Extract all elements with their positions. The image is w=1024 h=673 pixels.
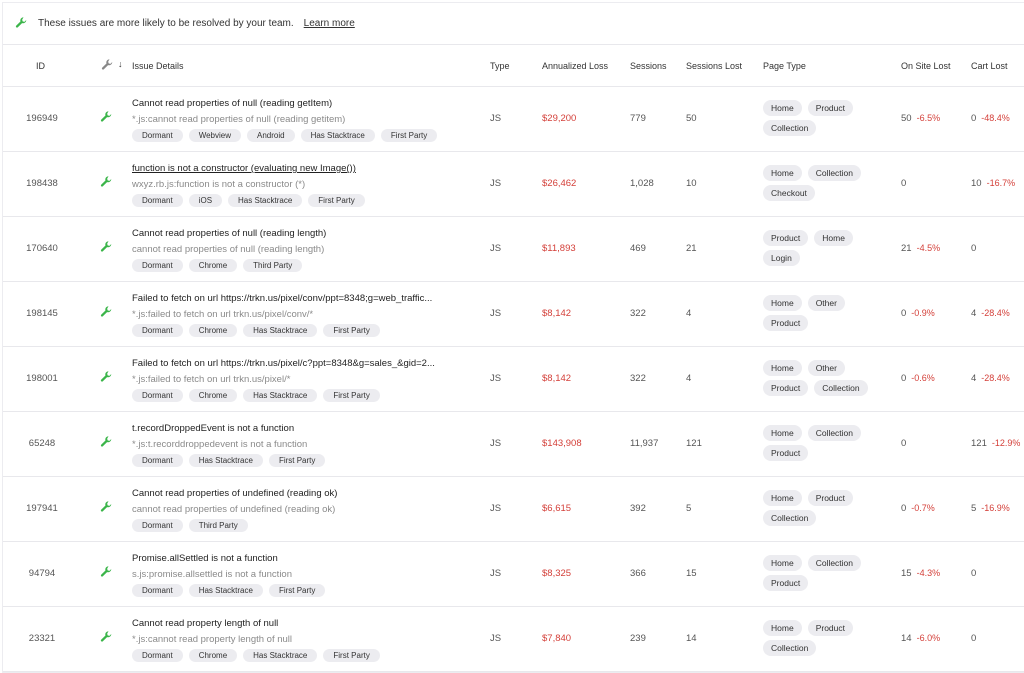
- table-row[interactable]: [3, 542, 1024, 607]
- sessions: 366: [630, 568, 646, 579]
- issue-id: 198145: [26, 308, 58, 319]
- cart-lost: [971, 633, 981, 644]
- table-row[interactable]: [3, 87, 1024, 152]
- on-site-lost-pct: -6.0%: [916, 633, 941, 643]
- page-type-tag: Collection: [763, 640, 816, 656]
- wrench-icon: [100, 305, 113, 321]
- issue-subtitle: wxyz.rb.js:function is not a constructor (*): [132, 179, 306, 190]
- sessions-lost: 21: [686, 243, 697, 254]
- issue-details: [132, 358, 477, 402]
- issue-type: JS: [490, 308, 502, 319]
- annualized-loss: $7,840: [542, 633, 572, 644]
- sessions-lost: 15: [686, 568, 697, 579]
- on-site-lost: [901, 633, 940, 644]
- cart-lost-value: 121: [971, 438, 987, 449]
- annualized-loss: $6,615: [542, 503, 572, 514]
- page-type-tag: Collection: [808, 425, 861, 441]
- issue-tag: Dormant: [132, 194, 183, 207]
- issue-details: [132, 98, 477, 142]
- page-type-tag: Product: [808, 620, 853, 636]
- wrench-icon: [100, 500, 113, 516]
- annualized-loss: $26,462: [542, 178, 577, 189]
- on-site-lost: [901, 243, 940, 254]
- page-type-tag: Home: [763, 620, 802, 636]
- issue-tag: Third Party: [243, 259, 302, 272]
- issue-tag: Dormant: [132, 259, 183, 272]
- on-site-lost-value: 15: [901, 568, 912, 579]
- on-site-lost-value: 21: [901, 243, 912, 254]
- issue-subtitle: cannot read properties of undefined (reading ok): [132, 504, 336, 515]
- cart-lost-pct: -28.4%: [981, 373, 1010, 383]
- issue-tag: Chrome: [189, 389, 237, 402]
- annualized-loss: $29,200: [542, 113, 577, 124]
- page-types: [763, 230, 883, 266]
- issue-tags: [132, 324, 477, 337]
- issue-tag: Dormant: [132, 519, 183, 532]
- issue-title[interactable]: Promise.allSettled is not a function: [132, 553, 278, 564]
- issue-tag: Dormant: [132, 649, 183, 662]
- issue-title[interactable]: Cannot read properties of null (reading getItem): [132, 98, 333, 109]
- learn-more-link[interactable]: Learn more: [303, 18, 355, 29]
- table-row[interactable]: [3, 607, 1024, 672]
- issue-id: 198438: [26, 178, 58, 189]
- page-type-tag: Collection: [814, 380, 867, 396]
- issue-title[interactable]: t.recordDroppedEvent is not a function: [132, 423, 295, 434]
- issue-id: 198001: [26, 373, 58, 384]
- issue-type: JS: [490, 568, 502, 579]
- annualized-loss: $143,908: [542, 438, 582, 449]
- page-types: [763, 360, 883, 396]
- cart-lost-value: 0: [971, 568, 977, 579]
- cart-lost-pct: -16.9%: [981, 503, 1010, 513]
- col-page-type[interactable]: Page Type: [763, 61, 806, 71]
- page-type-tag: Login: [763, 250, 800, 266]
- issue-title[interactable]: Cannot read property length of null: [132, 618, 279, 629]
- on-site-lost: [901, 568, 940, 579]
- issue-id: 196949: [26, 113, 58, 124]
- page-type-tag: Collection: [808, 165, 861, 181]
- cart-lost: [971, 308, 1010, 319]
- issue-tag: iOS: [189, 194, 222, 207]
- page-type-tag: Product: [763, 315, 808, 331]
- page-type-tag: Home: [763, 295, 802, 311]
- cart-lost: [971, 503, 1010, 514]
- issue-details: [132, 163, 477, 207]
- issue-tag: First Party: [269, 454, 325, 467]
- issue-type: JS: [490, 178, 502, 189]
- page-type-tag: Other: [808, 360, 845, 376]
- issue-subtitle: *.js:cannot read properties of null (reading getitem): [132, 114, 346, 125]
- page-type-tag: Collection: [763, 120, 816, 136]
- page-type-tag: Home: [814, 230, 853, 246]
- issue-tag: Has Stacktrace: [243, 324, 317, 337]
- info-banner: [3, 3, 1024, 45]
- sessions-lost: 121: [686, 438, 702, 449]
- on-site-lost-value: 0: [901, 438, 907, 449]
- issue-tags: [132, 259, 477, 272]
- issue-tag: Chrome: [189, 259, 237, 272]
- page-types: [763, 425, 883, 461]
- issue-tags: [132, 584, 477, 597]
- col-sessions[interactable]: Sessions: [630, 61, 667, 71]
- issue-id: 65248: [28, 438, 56, 449]
- issue-details: [132, 423, 477, 467]
- table-row[interactable]: [3, 282, 1024, 347]
- issue-id: 23321: [28, 633, 56, 644]
- issue-tag: Has Stacktrace: [189, 584, 263, 597]
- sessions: 239: [630, 633, 646, 644]
- issue-subtitle: *.js:cannot read property length of null: [132, 634, 293, 645]
- sessions-lost: 5: [686, 503, 692, 514]
- cart-lost: [971, 178, 1015, 189]
- wrench-icon: [100, 240, 113, 256]
- col-details[interactable]: Issue Details: [132, 61, 184, 71]
- table-row[interactable]: [3, 152, 1024, 217]
- on-site-lost-pct: -4.3%: [916, 568, 941, 578]
- issue-tag: First Party: [323, 389, 379, 402]
- wrench-icon[interactable]: [101, 58, 114, 73]
- issue-title[interactable]: Cannot read properties of null (reading length): [132, 228, 327, 239]
- cart-lost-value: 10: [971, 178, 982, 189]
- issue-tags: [132, 194, 477, 207]
- cart-lost-pct: -48.4%: [981, 113, 1010, 123]
- page-type-tag: Product: [808, 100, 853, 116]
- issue-type: JS: [490, 243, 502, 254]
- sessions: 1,028: [630, 178, 654, 189]
- issue-title[interactable]: Failed to fetch on url https://trkn.us/pixel/conv/ppt=8348;g=web_traffic...: [132, 293, 433, 304]
- issue-tags: [132, 519, 477, 532]
- issue-subtitle: *.js:failed to fetch on url trkn.us/pixel/conv/*: [132, 309, 314, 320]
- issue-type: JS: [490, 113, 502, 124]
- page-types: [763, 165, 883, 201]
- sessions: 11,937: [630, 438, 659, 449]
- cart-lost-pct: -28.4%: [981, 308, 1010, 318]
- page-type-tag: Product: [763, 230, 808, 246]
- sessions-lost: 50: [686, 113, 697, 124]
- page-type-tag: Home: [763, 100, 802, 116]
- issue-details: [132, 618, 477, 662]
- page-type-tag: Collection: [808, 555, 861, 571]
- cart-lost-value: 0: [971, 633, 977, 644]
- issue-id: 94794: [28, 568, 56, 579]
- on-site-lost-pct: -0.7%: [911, 503, 935, 513]
- banner-text: These issues are more likely to be resolved by your team.: [38, 18, 294, 29]
- issue-title[interactable]: Failed to fetch on url https://trkn.us/pixel/c?ppt=8348&g=sales_&gid=2...: [132, 358, 435, 369]
- col-id[interactable]: ID: [36, 61, 45, 71]
- cart-lost: [971, 113, 1010, 124]
- wrench-icon: [100, 370, 113, 386]
- issue-subtitle: s.js:promise.allsettled is not a function: [132, 569, 292, 580]
- issue-details: [132, 228, 477, 272]
- issue-tag: Chrome: [189, 324, 237, 337]
- issue-tag: Chrome: [189, 649, 237, 662]
- issue-tag: First Party: [323, 324, 379, 337]
- cart-lost-value: 0: [971, 243, 977, 254]
- issue-tag: First Party: [269, 584, 325, 597]
- sessions: 779: [630, 113, 646, 124]
- page-type-tag: Other: [808, 295, 845, 311]
- sessions: 322: [630, 373, 646, 384]
- page-type-tag: Collection: [763, 510, 816, 526]
- on-site-lost-value: 0: [901, 308, 907, 319]
- issue-tag: Webview: [189, 129, 241, 142]
- issue-tag: Has Stacktrace: [228, 194, 302, 207]
- issue-tags: [132, 454, 477, 467]
- cart-lost-value: 5: [971, 503, 977, 514]
- wrench-icon: [100, 175, 113, 191]
- sessions-lost: 10: [686, 178, 697, 189]
- on-site-lost: [901, 438, 911, 449]
- on-site-lost: [901, 178, 911, 189]
- page-types: [763, 555, 883, 591]
- issue-tag: First Party: [308, 194, 364, 207]
- cart-lost-value: 4: [971, 308, 977, 319]
- issue-type: JS: [490, 503, 502, 514]
- page-types: [763, 100, 883, 136]
- issue-tags: [132, 129, 477, 142]
- page-type-tag: Checkout: [763, 185, 815, 201]
- issue-tag: Has Stacktrace: [189, 454, 263, 467]
- cart-lost-pct: -12.9%: [991, 438, 1021, 448]
- table-row[interactable]: [3, 217, 1024, 282]
- issues-panel: [2, 2, 1024, 673]
- on-site-lost-value: 0: [901, 178, 907, 189]
- on-site-lost-pct: -0.9%: [911, 308, 935, 318]
- on-site-lost: [901, 503, 935, 514]
- table-row[interactable]: [3, 477, 1024, 542]
- issue-title[interactable]: function is not a constructor (evaluating new Image()): [132, 163, 356, 174]
- col-loss[interactable]: Annualized Loss: [542, 61, 609, 71]
- sessions: 322: [630, 308, 646, 319]
- issue-tag: First Party: [381, 129, 437, 142]
- on-site-lost-value: 14: [901, 633, 912, 644]
- issue-tag: Dormant: [132, 454, 183, 467]
- issue-subtitle: *.js:failed to fetch on url trkn.us/pixel/*: [132, 374, 291, 385]
- cart-lost: [971, 373, 1010, 384]
- wrench-icon: [100, 110, 113, 126]
- issue-tag: Has Stacktrace: [243, 389, 317, 402]
- cart-lost-value: 4: [971, 373, 977, 384]
- on-site-lost: [901, 308, 935, 319]
- annualized-loss: $8,142: [542, 373, 572, 384]
- cart-lost-value: 0: [971, 113, 977, 124]
- table-header: [3, 45, 1024, 87]
- wrench-icon: [100, 630, 113, 646]
- page-types: [763, 490, 883, 526]
- on-site-lost: [901, 113, 940, 124]
- issue-id: 197941: [26, 503, 58, 514]
- annualized-loss: $8,142: [542, 308, 572, 319]
- on-site-lost-value: 50: [901, 113, 912, 124]
- on-site-lost-value: 0: [901, 503, 907, 514]
- issue-subtitle: *.js:t.recorddroppedevent is not a function: [132, 439, 308, 450]
- sessions-lost: 14: [686, 633, 697, 644]
- on-site-lost-value: 0: [901, 373, 907, 384]
- issue-type: JS: [490, 373, 502, 384]
- page-type-tag: Home: [763, 425, 802, 441]
- col-cart-lost[interactable]: Cart Lost: [971, 61, 1008, 71]
- annualized-loss: $11,893: [542, 243, 576, 254]
- cart-lost: [971, 568, 981, 579]
- page-types: [763, 295, 883, 331]
- page-types: [763, 620, 883, 656]
- on-site-lost-pct: -6.5%: [916, 113, 941, 123]
- issue-tags: [132, 649, 477, 662]
- cart-lost: [971, 438, 1020, 449]
- sessions-lost: 4: [686, 373, 692, 384]
- wrench-icon: [15, 16, 28, 32]
- page-type-tag: Home: [763, 555, 802, 571]
- page-type-tag: Home: [763, 490, 802, 506]
- sessions: 469: [630, 243, 646, 254]
- issue-details: [132, 553, 477, 597]
- issue-tag: First Party: [323, 649, 379, 662]
- wrench-icon: [100, 435, 113, 451]
- issue-tag: Dormant: [132, 389, 183, 402]
- col-type[interactable]: Type: [490, 61, 510, 71]
- page-type-tag: Product: [763, 575, 808, 591]
- issue-title[interactable]: Cannot read properties of undefined (reading ok): [132, 488, 338, 499]
- issue-type: JS: [490, 438, 502, 449]
- issue-tag: Android: [247, 129, 295, 142]
- page-type-tag: Home: [763, 360, 802, 376]
- issue-type: JS: [490, 633, 502, 644]
- issue-tag: Third Party: [189, 519, 248, 532]
- issue-tags: [132, 389, 477, 402]
- issue-details: [132, 488, 477, 532]
- col-sessions-lost[interactable]: Sessions Lost: [686, 61, 743, 71]
- on-site-lost-pct: -0.6%: [911, 373, 935, 383]
- cart-lost: [971, 243, 981, 254]
- table-row[interactable]: [3, 347, 1024, 412]
- table-body: [3, 87, 1024, 672]
- issue-subtitle: cannot read properties of null (reading length): [132, 244, 325, 255]
- issue-tag: Dormant: [132, 584, 183, 597]
- cart-lost-pct: -16.7%: [986, 178, 1016, 188]
- issue-tag: Has Stacktrace: [243, 649, 317, 662]
- page-type-tag: Product: [808, 490, 853, 506]
- col-on-site-lost[interactable]: On Site Lost: [901, 61, 951, 71]
- issue-tag: Has Stacktrace: [301, 129, 375, 142]
- table-row[interactable]: [3, 412, 1024, 477]
- sort-arrow-icon[interactable]: ↓: [118, 59, 123, 69]
- on-site-lost: [901, 373, 935, 384]
- page-type-tag: Product: [763, 380, 808, 396]
- issue-tag: Dormant: [132, 324, 183, 337]
- on-site-lost-pct: -4.5%: [916, 243, 941, 253]
- annualized-loss: $8,325: [542, 568, 572, 579]
- page-type-tag: Home: [763, 165, 802, 181]
- issue-id: 170640: [26, 243, 58, 254]
- sessions-lost: 4: [686, 308, 692, 319]
- issue-details: [132, 293, 477, 337]
- wrench-icon: [100, 565, 113, 581]
- issue-tag: Dormant: [132, 129, 183, 142]
- page-type-tag: Product: [763, 445, 808, 461]
- sessions: 392: [630, 503, 646, 514]
